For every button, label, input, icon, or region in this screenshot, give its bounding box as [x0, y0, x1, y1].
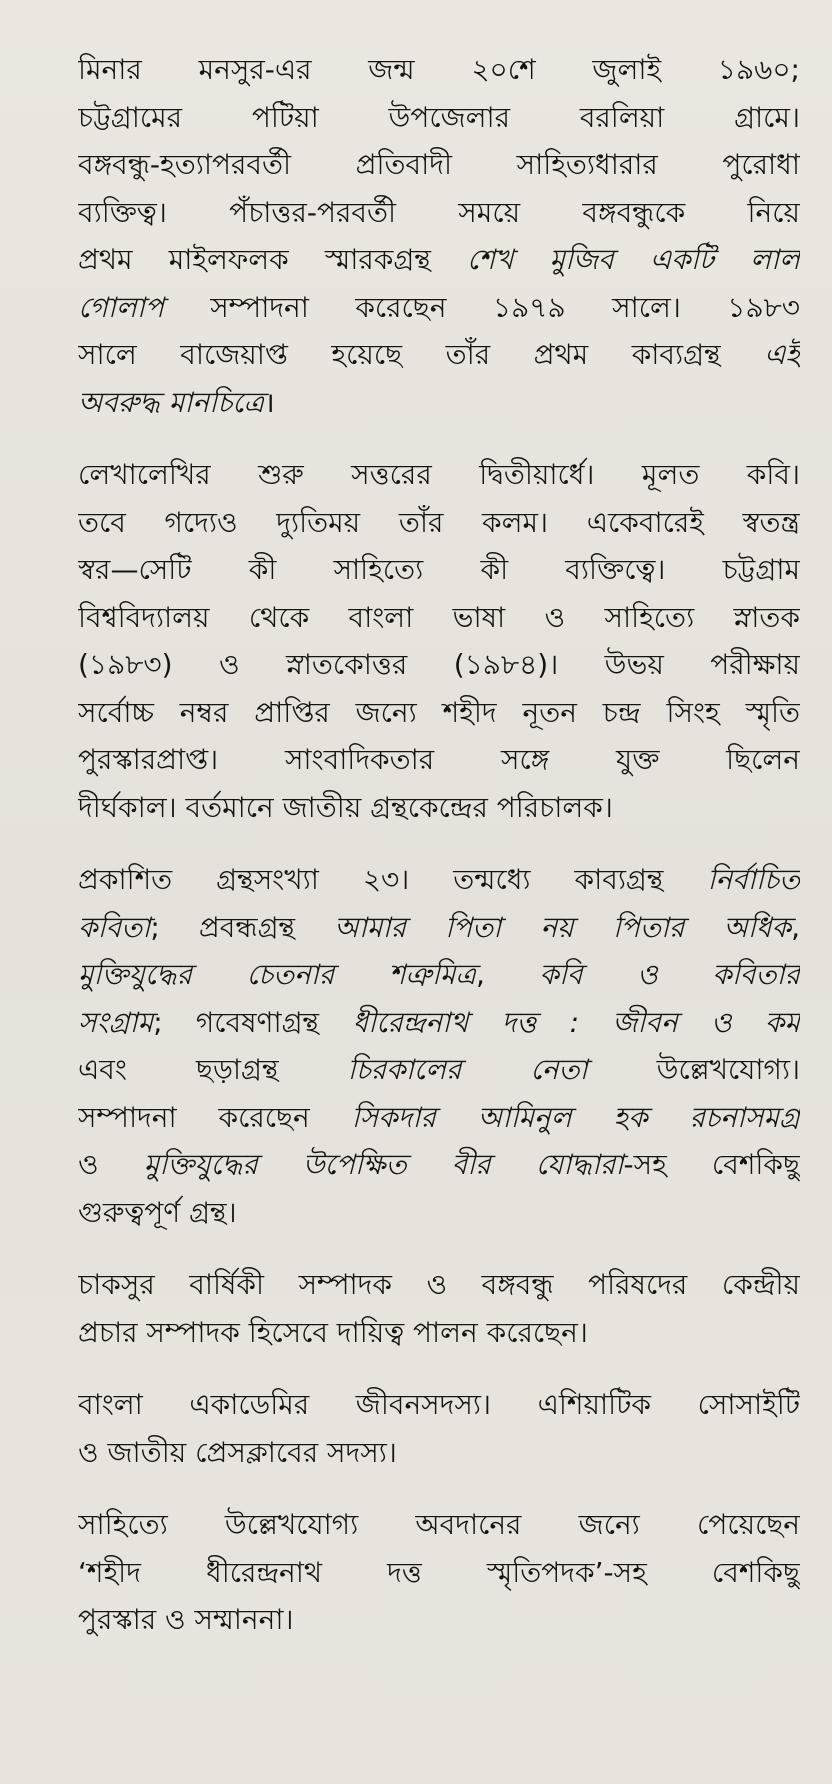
body-text: , — [475, 958, 540, 991]
text-line — [78, 1261, 800, 1309]
text-line — [78, 1381, 800, 1429]
italic-title-text: আমার পিতা নয় পিতার অধিক — [334, 910, 792, 944]
text-line — [78, 1141, 800, 1189]
body-text: সম্পাদনা করেছেন — [78, 1100, 352, 1134]
italic-title-text: কবি ও কবিতার — [539, 958, 800, 991]
bio-paragraph — [78, 856, 804, 1236]
text-line — [78, 331, 800, 379]
italic-title-text: সংগ্রাম — [78, 1005, 154, 1039]
text-line — [78, 141, 800, 189]
body-text: এবং ছড়াগ্রন্থ — [78, 1053, 348, 1086]
body-text: -সহ বেশকিছু — [623, 1148, 800, 1181]
italic-title-text: এই — [764, 338, 800, 371]
text-line — [78, 904, 800, 952]
text-line — [78, 379, 800, 427]
bio-paragraph — [78, 1261, 804, 1356]
text-line — [78, 94, 800, 142]
text-line — [78, 284, 800, 332]
text-line — [78, 1429, 800, 1477]
italic-title-text: কবিতা — [78, 910, 151, 944]
text-line — [78, 689, 800, 737]
text-line — [78, 546, 800, 594]
italic-title-text: শেখ মুজিব একটি লাল — [467, 243, 800, 276]
body-text: দীর্ঘকাল। বর্তমানে জাতীয় গ্রন্থকেন্দ্রের পরিচালক। — [78, 790, 613, 824]
text-line — [78, 856, 800, 904]
italic-title-text: ধীরেন্দ্রনাথ দত্ত : জীবন ও কর্ম — [352, 1005, 800, 1039]
body-text: , — [791, 910, 800, 944]
body-text: সালে বাজেয়াপ্ত হয়েছে তাঁর প্রথম কাব্যগ্রন্থ — [78, 338, 765, 371]
body-text: চাকসুর বার্ষিকী সম্পাদক ও বঙ্গবন্ধু পরিষদের কেন্দ্রীয় — [78, 1268, 800, 1301]
body-text: ও জাতীয় প্রেসক্লাবের সদস্য। — [78, 1435, 397, 1469]
text-line — [78, 499, 800, 547]
body-text: চট্টগ্রামের পটিয়া উপজেলার বরলিয়া গ্রামে। — [78, 100, 800, 134]
text-line — [78, 1189, 800, 1237]
body-text: বাংলা একাডেমির জীবনসদস্য। এশিয়াটিক সোসাইটি — [78, 1388, 800, 1421]
body-text: মিনার মনসুর-এর জন্ম ২০শে জুলাই ১৯৬০; — [78, 53, 800, 86]
bio-paragraph — [78, 1501, 804, 1644]
body-text: গুরুত্বপূর্ণ গ্রন্থ। — [78, 1195, 237, 1229]
bio-paragraph — [78, 451, 804, 831]
text-line — [78, 594, 800, 642]
text-line — [78, 951, 800, 999]
body-text: বিশ্ববিদ্যালয় থেকে বাংলা ভাষা ও সাহিত্যে স্নাতক — [78, 600, 800, 634]
text-line — [78, 641, 800, 689]
bio-paragraph — [78, 1381, 804, 1476]
body-text: প্রচার সম্পাদক হিসেবে দায়িত্ব পালন করেছেন। — [78, 1315, 588, 1349]
body-text: ; প্রবন্ধগ্রন্থ — [150, 910, 335, 944]
body-text: । — [264, 385, 275, 419]
body-text: ব্যক্তিত্ব। পঁচাত্তর-পরবর্তী সময়ে বঙ্গবন্ধুকে নিয়ে — [78, 195, 800, 229]
body-text: সাহিত্যে উল্লেখযোগ্য অবদানের জন্যে পেয়েছেন — [78, 1508, 800, 1541]
body-text: লেখালেখির শুরু সত্তরের দ্বিতীয়ার্ধে। মূলত কবি। — [78, 458, 800, 491]
text-line — [78, 1501, 800, 1549]
body-text: সম্পাদনা করেছেন ১৯৭৯ সালে। ১৯৮৩ — [163, 290, 800, 324]
author-bio-text — [78, 46, 804, 1644]
bio-paragraph — [78, 46, 804, 426]
text-line — [78, 451, 800, 499]
body-text: ; গবেষণাগ্রন্থ — [153, 1005, 353, 1039]
italic-title-text: অবরুদ্ধ মানচিত্রে — [78, 385, 265, 419]
italic-title-text: চিরকালের নেতা — [347, 1053, 588, 1086]
italic-title-text: মুক্তিযুদ্ধের উপেক্ষিত বীর যোদ্ধারা — [143, 1148, 624, 1181]
body-text: (১৯৮৩) ও স্নাতকোত্তর (১৯৮৪)। উভয় পরীক্ষায় — [78, 648, 800, 681]
text-line — [78, 1549, 800, 1597]
text-line — [78, 236, 800, 284]
body-text: পুরস্কার ও সম্মাননা। — [78, 1603, 294, 1636]
text-line — [78, 999, 800, 1047]
body-text: তবে গদ্যেও দ্যুতিময় তাঁর কলম। একেবারেই স্বতন্ত্র — [78, 505, 800, 539]
body-text: উল্লেখযোগ্য। — [587, 1053, 800, 1086]
text-line — [78, 1094, 800, 1142]
text-line — [78, 736, 800, 784]
body-text: পুরস্কারপ্রাপ্ত। সাংবাদিকতার সঙ্গে যুক্ত ছিলেন — [78, 743, 800, 776]
body-text: প্রকাশিত গ্রন্থসংখ্যা ২৩। তন্মধ্যে কাব্যগ্রন্থ — [78, 863, 708, 896]
italic-title-text: গোলাপ — [78, 290, 164, 324]
italic-title-text: সিকদার আমিনুল হক রচনাসমগ্র — [351, 1100, 800, 1134]
text-line — [78, 784, 800, 832]
text-line — [78, 189, 800, 237]
body-text: ও — [78, 1148, 144, 1181]
body-text: বঙ্গবন্ধু-হত্যাপরবর্তী প্রতিবাদী সাহিত্যধারার পুরোধা — [78, 148, 800, 181]
italic-title-text: নির্বাচিত — [707, 863, 800, 896]
italic-title-text: মুক্তিযুদ্ধের চেতনার শত্রুমিত্র — [78, 958, 476, 991]
body-text: সর্বোচ্চ নম্বর প্রাপ্তির জন্যে শহীদ নূতন চন্দ্র সিংহ স্মৃতি — [78, 695, 800, 729]
text-line — [78, 1596, 800, 1644]
text-line — [78, 46, 800, 94]
body-text: স্বর—সেটি কী সাহিত্যে কী ব্যক্তিত্বে। চট্টগ্রাম — [78, 553, 800, 586]
text-line — [78, 1046, 800, 1094]
body-text: ‘শহীদ ধীরেন্দ্রনাথ দত্ত স্মৃতিপদক’-সহ বেশকিছু — [78, 1555, 800, 1589]
body-text: প্রথম মাইলফলক স্মারকগ্রন্থ — [78, 243, 468, 276]
text-line — [78, 1309, 800, 1357]
